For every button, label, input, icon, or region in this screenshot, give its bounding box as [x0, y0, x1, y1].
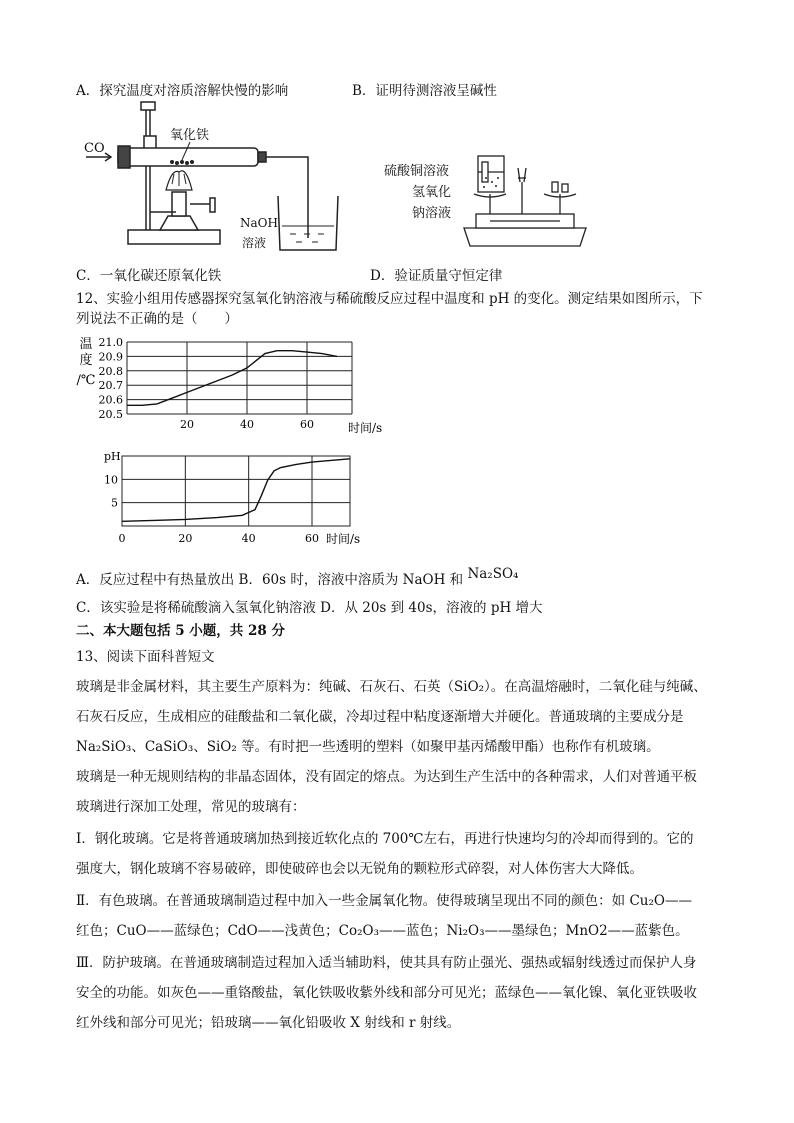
x-axis-label: 时间/s	[326, 532, 361, 546]
p3-line1: Ⅰ．钢化玻璃。它是将普通玻璃加热到接近软化点的 700℃左右，再进行快速均匀的冷却而得到的。它的	[76, 831, 694, 847]
x-tick-label: 40	[241, 532, 256, 545]
q11-option-c: C．一氧化碳还原氧化铁	[76, 268, 222, 284]
p4-line2: 红色；CuO——蓝绿色；CdO——浅黄色；Co₂O₃——蓝色；Ni₂O₃——墨绿色；MnO2——蓝紫色。	[76, 923, 689, 939]
co-label: CO	[84, 141, 105, 156]
y-tick-label: 20.6	[98, 393, 123, 407]
naoh-label-d2: 钠溶液	[412, 206, 452, 221]
x-tick-label: 60	[300, 418, 314, 431]
iron-oxide-label: 氧化铁	[170, 128, 210, 143]
naoh-solution-label: 溶液	[242, 236, 267, 250]
q12-option-cd: C．该实验是将稀硫酸滴入氢氧化钠溶液 D．从 20s 到 40s，溶液的 pH 增大	[76, 600, 543, 616]
y-tick-label: 20.8	[98, 364, 123, 378]
y-tick-label: 21.0	[98, 336, 123, 349]
x-tick-label: 0	[118, 532, 126, 545]
q12-stem-line2: 列说法不正确的是（ ）	[76, 311, 238, 327]
q12-option-ab-text: A．反应过程中有热量放出 B．60s 时，溶液中溶质为 NaOH 和	[76, 572, 468, 588]
x-tick-label: 60	[305, 532, 319, 545]
section-heading: 二、本大题包括 5 小题，共 28 分	[76, 623, 285, 639]
p4-line1: Ⅱ．有色玻璃。在普通玻璃制造过程中加入一些金属氧化物。使得玻璃呈现出不同的颜色：如 Cu₂O——	[76, 893, 692, 909]
p2-line2: 玻璃进行深加工处理，常见的玻璃有：	[76, 799, 306, 815]
q13-title: 13、阅读下面科普短文	[76, 649, 215, 665]
p2-line1: 玻璃是一种无规则结构的非晶态固体，没有固定的熔点。为达到生产生活中的各种需求，人们对普通平板	[76, 769, 697, 785]
q11-option-b: B．证明待测溶液呈碱性	[352, 83, 497, 99]
y-axis-label-2: 度	[79, 353, 93, 368]
ph-line	[122, 459, 350, 522]
q11-option-a: A．探究温度对溶质溶解快慢的影响	[76, 83, 289, 99]
y-axis-label: pH	[104, 450, 121, 463]
naoh-label: NaOH	[240, 216, 278, 230]
p3-line2: 强度大，钢化玻璃不容易破碎，即使破碎也会以无锐角的颗粒形式碎裂，对人体伤害大大降低。	[76, 861, 643, 877]
na2so4-formula: Na₂SO₄	[467, 566, 519, 582]
x-axis-label: 时间/s	[348, 421, 383, 435]
y-tick-label: 20.5	[98, 408, 123, 421]
y-tick-label: 5	[111, 496, 118, 510]
temperature-chart	[72, 334, 383, 435]
p5-line3: 红外线和部分可见光；铅玻璃——氧化铅吸收 X 射线和 r 射线。	[76, 1015, 461, 1031]
q12-stem-line1: 12、实验小组用传感器探究氢氧化钠溶液与稀硫酸反应过程中温度和 pH 的变化。测定结果如图所示，下	[76, 291, 703, 307]
co-reduction-apparatus	[80, 100, 340, 258]
p5-line2: 安全的功能。如灰色——重铬酸盐，氧化铁吸收紫外线和部分可见光；蓝绿色——氧化镍、氧化亚铁吸收	[76, 985, 697, 1001]
y-tick-label: 20.9	[98, 350, 123, 364]
cuso4-label: 硫酸铜溶液	[384, 164, 450, 179]
balance-apparatus	[460, 150, 590, 250]
x-tick-label: 20	[180, 418, 194, 431]
y-tick-label: 10	[104, 473, 118, 487]
y-axis-label-3: /℃	[76, 373, 96, 388]
y-tick-label: 20.7	[98, 379, 123, 393]
p5-line1: Ⅲ．防护玻璃。在普通玻璃制造过程加入适当辅助料，使其具有防止强光、强热或辐射线透过而保护人身	[76, 955, 697, 971]
p1-line1: 玻璃是非金属材料，其主要生产原料为：纯碱、石灰石、石英（SiO₂）。在高温熔融时，二氧化硅与纯碱、	[76, 679, 707, 695]
y-axis-label-1: 温	[79, 337, 93, 352]
naoh-label-d1: 氢氧化	[412, 185, 452, 200]
p1-line2: 石灰石反应，生成相应的硅酸盐和二氧化碳，冷却过程中粘度逐渐增大并硬化。普通玻璃的主要成分是	[76, 709, 684, 725]
p1-line3: Na₂SiO₃、CaSiO₃、SiO₂ 等。有时把一些透明的塑料（如聚甲基丙烯酸甲酯）也称作有机玻璃。	[76, 739, 660, 755]
q13-paragraph-1	[76, 672, 721, 1038]
temperature-line	[127, 351, 337, 406]
x-tick-label: 40	[240, 418, 254, 431]
q12-option-ab	[76, 568, 518, 588]
ph-chart	[98, 446, 378, 550]
q11-option-d: D．验证质量守恒定律	[370, 268, 503, 284]
x-tick-label: 20	[178, 532, 193, 545]
